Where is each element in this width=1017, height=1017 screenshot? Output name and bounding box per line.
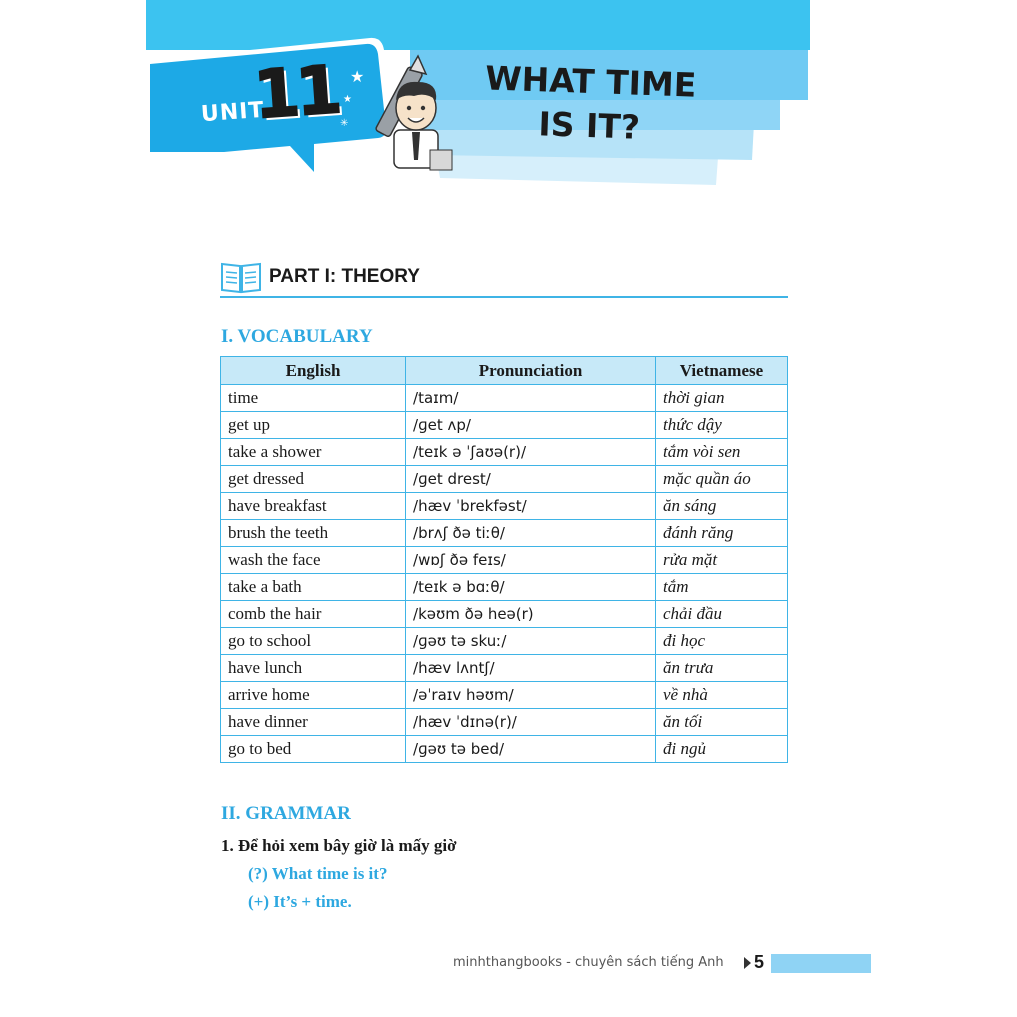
column-header-pronunciation: Pronunciation (406, 357, 656, 385)
table-row (221, 385, 788, 412)
table-row (221, 439, 788, 466)
cell-pronunciation: /əˈraɪv həʊm/ (406, 682, 656, 709)
table-row (221, 736, 788, 763)
vocabulary-table (220, 356, 788, 763)
part-title: PART I: THEORY (269, 266, 420, 287)
cell-english: have breakfast (221, 493, 406, 520)
vocabulary-heading: I. VOCABULARY (221, 326, 373, 347)
unit-label: UNIT (200, 97, 266, 128)
cell-pronunciation: /ɡet drest/ (406, 466, 656, 493)
part-heading (220, 258, 788, 298)
vocabulary-rows (221, 385, 788, 763)
unit-title-line-1: WHAT TIME (484, 58, 697, 105)
cell-vietnamese: chải đầu (655, 601, 787, 628)
table-row (221, 466, 788, 493)
cell-english: wash the face (221, 547, 406, 574)
table-row (221, 655, 788, 682)
cell-vietnamese: tắm (655, 574, 787, 601)
cell-pronunciation: /brʌʃ ðə tiːθ/ (406, 520, 656, 547)
star-icon: ★ (343, 94, 352, 105)
cell-vietnamese: rửa mặt (655, 547, 787, 574)
cell-vietnamese: đánh răng (655, 520, 787, 547)
cell-pronunciation: /teɪk ə ˈʃaʊə(r)/ (406, 439, 656, 466)
grammar-question: (?) What time is it? (248, 864, 388, 883)
sparkle-icon: ✳ (340, 118, 349, 129)
cell-pronunciation: /teɪk ə bɑːθ/ (406, 574, 656, 601)
cell-pronunciation: /ɡet ʌp/ (406, 412, 656, 439)
banner-top-block (146, 0, 810, 50)
cell-english: go to school (221, 628, 406, 655)
grammar-answer: (+) It’s + time. (248, 892, 352, 911)
cell-pronunciation: /ɡəʊ tə bed/ (406, 736, 656, 763)
cell-english: comb the hair (221, 601, 406, 628)
cell-pronunciation: /hæv ˈdɪnə(r)/ (406, 709, 656, 736)
grammar-heading: II. GRAMMAR (221, 803, 351, 824)
cell-english: have lunch (221, 655, 406, 682)
cell-vietnamese: đi ngủ (655, 736, 787, 763)
unit-title-line-2: IS IT? (537, 104, 641, 147)
cell-english: get dressed (221, 466, 406, 493)
cell-english: take a shower (221, 439, 406, 466)
table-row (221, 520, 788, 547)
cell-pronunciation: /wɒʃ ðə feɪs/ (406, 547, 656, 574)
cell-english: time (221, 385, 406, 412)
column-header-vietnamese: Vietnamese (655, 357, 787, 385)
column-header-english: English (221, 357, 406, 385)
table-row (221, 682, 788, 709)
unit-number: 11 (251, 51, 341, 134)
cell-english: arrive home (221, 682, 406, 709)
star-icon: ★ (350, 67, 365, 86)
table-row (221, 493, 788, 520)
table-row (221, 601, 788, 628)
cell-english: brush the teeth (221, 520, 406, 547)
cell-english: get up (221, 412, 406, 439)
cell-english: go to bed (221, 736, 406, 763)
cell-vietnamese: thức dậy (655, 412, 787, 439)
cell-pronunciation: /taɪm/ (406, 385, 656, 412)
table-row (221, 547, 788, 574)
cell-pronunciation: /hæv lʌntʃ/ (406, 655, 656, 682)
page-number-bar (771, 954, 871, 973)
cell-pronunciation: /ɡəʊ tə skuː/ (406, 628, 656, 655)
grammar-point-1: 1. Để hỏi xem bây giờ là mấy giờ (221, 836, 457, 855)
cell-vietnamese: đi học (655, 628, 787, 655)
table-row (221, 412, 788, 439)
unit-title (469, 56, 712, 152)
table-row (221, 628, 788, 655)
cell-english: take a bath (221, 574, 406, 601)
cell-pronunciation: /kəʊm ðə heə(r) (406, 601, 656, 628)
footer-publisher: minhthangbooks - chuyên sách tiếng Anh (453, 955, 724, 970)
unit-banner (0, 0, 1017, 210)
table-row (221, 574, 788, 601)
cell-vietnamese: ăn tối (655, 709, 787, 736)
page-arrow-icon (744, 957, 751, 969)
cell-pronunciation: /hæv ˈbrekfəst/ (406, 493, 656, 520)
page-number: 5 (754, 952, 765, 972)
cell-english: have dinner (221, 709, 406, 736)
cell-vietnamese: ăn sáng (655, 493, 787, 520)
cell-vietnamese: ăn trưa (655, 655, 787, 682)
table-header-row (221, 357, 788, 385)
cell-vietnamese: về nhà (655, 682, 787, 709)
cell-vietnamese: tắm vòi sen (655, 439, 787, 466)
cell-vietnamese: thời gian (655, 385, 787, 412)
table-row (221, 709, 788, 736)
open-book-icon (220, 260, 262, 294)
cell-vietnamese: mặc quần áo (655, 466, 787, 493)
